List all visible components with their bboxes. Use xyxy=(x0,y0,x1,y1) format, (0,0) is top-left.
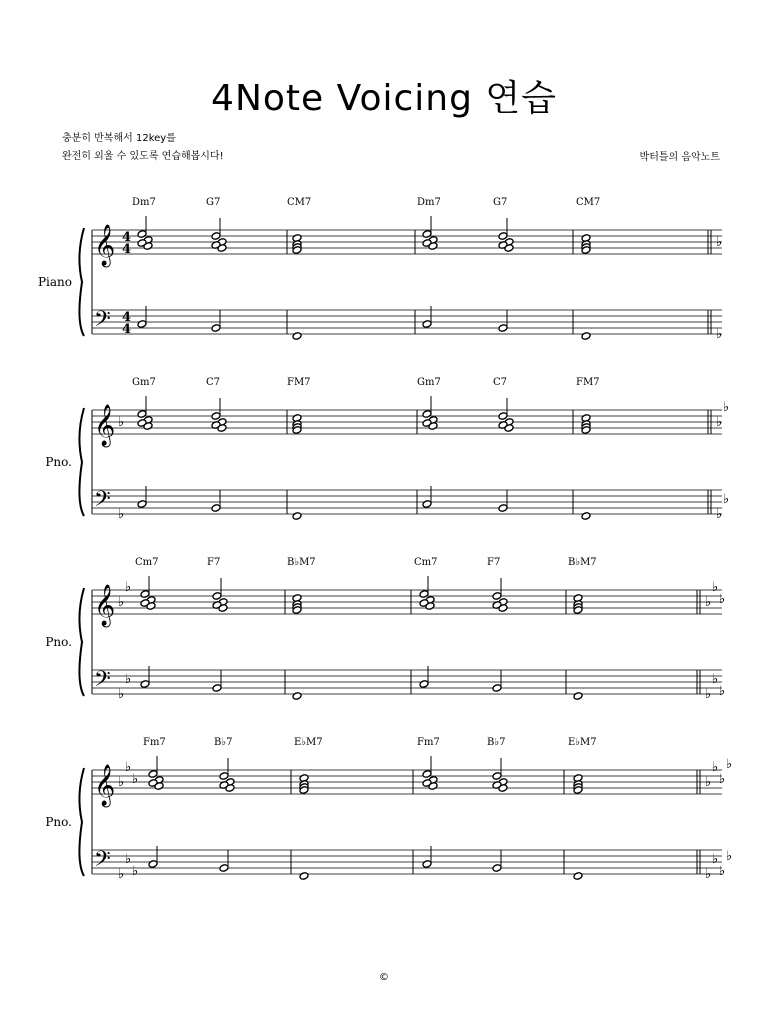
time-signature: 4 xyxy=(122,310,132,325)
flat-accidental: ♭ xyxy=(132,864,139,879)
bass-note-head xyxy=(581,512,591,521)
flat-accidental: ♭ xyxy=(719,772,726,787)
chord-symbol: C7 xyxy=(206,377,221,388)
flat-accidental: ♭ xyxy=(723,492,730,507)
instrument-label: Piano xyxy=(37,275,72,289)
bass-note-head xyxy=(212,684,222,693)
treble-note-head xyxy=(419,590,429,599)
chord-symbol: B♭M7 xyxy=(287,557,316,568)
chord-symbol: B♭7 xyxy=(214,737,233,748)
chord-symbol: FM7 xyxy=(576,377,600,388)
bass-clef: 𝄢 xyxy=(94,487,111,517)
chord-symbol: Cm7 xyxy=(414,557,438,568)
instruction-line: 충분히 반복해서 12key를 xyxy=(62,133,176,144)
instrument-label: Pno. xyxy=(45,635,72,649)
bass-note-head xyxy=(140,680,150,689)
chord-symbol: FM7 xyxy=(287,377,311,388)
bass-note-head xyxy=(148,860,158,869)
flat-accidental: ♭ xyxy=(118,595,125,610)
flat-accidental: ♭ xyxy=(716,327,723,342)
chord-symbol: Gm7 xyxy=(417,377,441,388)
flat-accidental: ♭ xyxy=(705,595,712,610)
flat-accidental: ♭ xyxy=(125,580,132,595)
flat-accidental: ♭ xyxy=(118,687,125,702)
treble-note-head xyxy=(137,410,147,419)
bass-note-head xyxy=(498,504,508,513)
flat-accidental: ♭ xyxy=(726,849,733,864)
brace xyxy=(79,588,84,696)
chord-symbol: Dm7 xyxy=(417,197,441,208)
flat-accidental: ♭ xyxy=(132,772,139,787)
bass-note-head xyxy=(581,332,591,341)
treble-note-head xyxy=(422,230,432,239)
treble-clef: 𝄞 xyxy=(94,405,116,446)
treble-note-head xyxy=(498,232,508,241)
time-signature: 4 xyxy=(122,242,132,257)
chord-symbol: C7 xyxy=(493,377,508,388)
treble-note-head xyxy=(211,412,221,421)
flat-accidental: ♭ xyxy=(118,415,125,430)
bass-clef: 𝄢 xyxy=(94,847,111,877)
treble-note-head xyxy=(492,772,502,781)
brace xyxy=(79,228,84,336)
treble-note-head xyxy=(422,770,432,779)
treble-note-head xyxy=(219,772,229,781)
flat-accidental: ♭ xyxy=(723,400,730,415)
chord-symbol: B♭7 xyxy=(487,737,506,748)
instrument-label: Pno. xyxy=(45,815,72,829)
chord-symbol: E♭M7 xyxy=(294,737,323,748)
bass-note-head xyxy=(137,320,147,329)
treble-clef: 𝄞 xyxy=(94,585,116,626)
chord-symbol: G7 xyxy=(493,197,508,208)
flat-accidental: ♭ xyxy=(719,592,726,607)
flat-accidental: ♭ xyxy=(118,775,125,790)
credit-text: 박터틀의 음악노트 xyxy=(639,152,720,163)
brace xyxy=(79,768,84,876)
brace xyxy=(79,408,84,516)
bass-note-head xyxy=(219,864,229,873)
treble-note-head xyxy=(148,770,158,779)
bass-note-head xyxy=(137,500,147,509)
bass-note-head xyxy=(573,692,583,701)
bass-note-head xyxy=(422,500,432,509)
flat-accidental: ♭ xyxy=(716,415,723,430)
treble-note-head xyxy=(212,592,222,601)
time-signature: 4 xyxy=(122,230,132,245)
flat-accidental: ♭ xyxy=(712,580,719,595)
bass-note-head xyxy=(292,332,302,341)
bass-note-head xyxy=(419,680,429,689)
time-signature: 4 xyxy=(122,322,132,337)
treble-note-head xyxy=(498,412,508,421)
bass-note-head xyxy=(422,320,432,329)
bass-note-head xyxy=(573,872,583,881)
chord-symbol: CM7 xyxy=(287,197,312,208)
chord-symbol: B♭M7 xyxy=(568,557,597,568)
flat-accidental: ♭ xyxy=(705,775,712,790)
flat-accidental: ♭ xyxy=(719,684,726,699)
bass-note-head xyxy=(211,504,221,513)
chord-symbol: E♭M7 xyxy=(568,737,597,748)
treble-note-head xyxy=(137,230,147,239)
instrument-label: Pno. xyxy=(45,455,72,469)
flat-accidental: ♭ xyxy=(118,507,125,522)
chord-symbol: F7 xyxy=(487,557,501,568)
chord-symbol: Fm7 xyxy=(143,737,166,748)
flat-accidental: ♭ xyxy=(712,672,719,687)
flat-accidental: ♭ xyxy=(712,852,719,867)
treble-clef: 𝄞 xyxy=(94,225,116,266)
chord-symbol: CM7 xyxy=(576,197,601,208)
bass-note-head xyxy=(498,324,508,333)
page-title: 4Note Voicing 연습 xyxy=(211,78,557,119)
flat-accidental: ♭ xyxy=(705,687,712,702)
chord-symbol: Gm7 xyxy=(132,377,156,388)
flat-accidental: ♭ xyxy=(716,235,723,250)
chord-symbol: Dm7 xyxy=(132,197,156,208)
chord-symbol: G7 xyxy=(206,197,221,208)
chord-symbol: Fm7 xyxy=(417,737,440,748)
flat-accidental: ♭ xyxy=(705,867,712,882)
treble-note-head xyxy=(211,232,221,241)
bass-clef: 𝄢 xyxy=(94,667,111,697)
flat-accidental: ♭ xyxy=(716,507,723,522)
footer-copyright: © xyxy=(379,972,389,983)
chord-symbol: F7 xyxy=(207,557,221,568)
treble-clef: 𝄞 xyxy=(94,765,116,806)
flat-accidental: ♭ xyxy=(712,760,719,775)
bass-note-head xyxy=(492,864,502,873)
bass-clef: 𝄢 xyxy=(94,307,111,337)
flat-accidental: ♭ xyxy=(125,852,132,867)
treble-note-head xyxy=(422,410,432,419)
flat-accidental: ♭ xyxy=(726,757,733,772)
bass-note-head xyxy=(292,692,302,701)
bass-note-head xyxy=(211,324,221,333)
flat-accidental: ♭ xyxy=(118,867,125,882)
bass-note-head xyxy=(299,872,309,881)
chord-symbol: Cm7 xyxy=(135,557,159,568)
flat-accidental: ♭ xyxy=(125,760,132,775)
flat-accidental: ♭ xyxy=(125,672,132,687)
treble-note-head xyxy=(492,592,502,601)
bass-note-head xyxy=(492,684,502,693)
instruction-line: 완전히 외울 수 있도록 연습해봅시다! xyxy=(62,151,224,162)
flat-accidental: ♭ xyxy=(719,864,726,879)
treble-note-head xyxy=(140,590,150,599)
bass-note-head xyxy=(292,512,302,521)
bass-note-head xyxy=(422,860,432,869)
